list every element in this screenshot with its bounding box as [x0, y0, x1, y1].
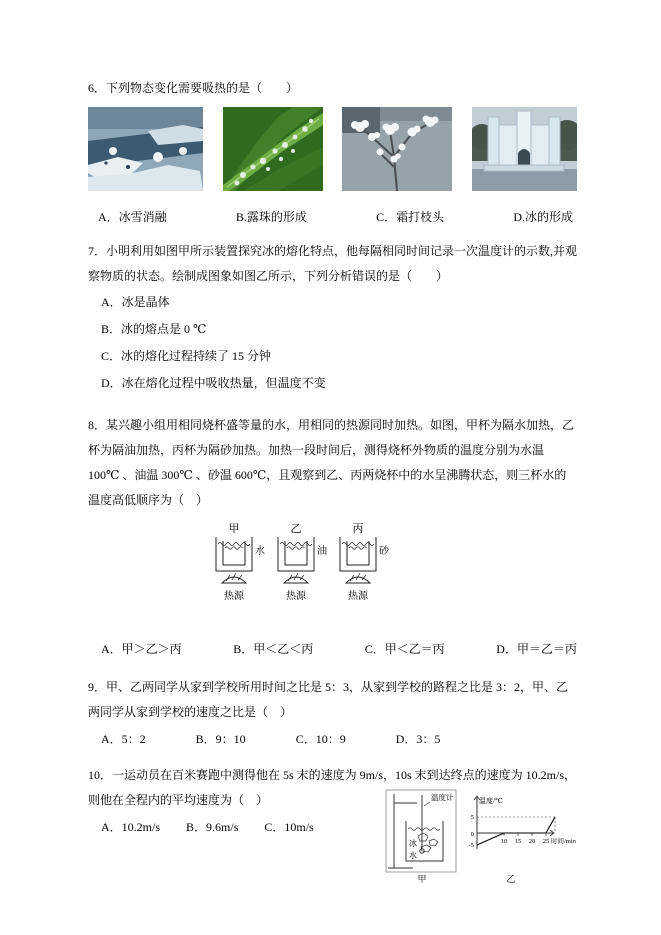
question-7-options — [88, 289, 577, 397]
graph-y-axis-label: 温度/℃ — [479, 797, 503, 805]
question-10 — [88, 763, 577, 884]
q6-caption-c: C．霜打枝头 — [376, 210, 445, 224]
beaker-yi-substance-label: 油 — [317, 546, 327, 557]
question-7-stem: 7．小明利用如图甲所示装置探究冰的熔化特点，他每隔相同时间记录一次温度计的示数,并观察物质的状态。绘制成图象如图乙所示，下列分析错误的是（ ） — [88, 244, 578, 283]
graph-y-tick-5: 5 — [470, 814, 474, 821]
q10-option-b: B．9.6m/s — [186, 820, 239, 834]
graph-x-tick-15: 15 — [514, 838, 522, 845]
q7-option-a: A．冰是晶体 — [101, 295, 170, 309]
question-9-options — [88, 725, 577, 753]
beaker-yi-heat-source-label: 热源 — [286, 591, 306, 602]
question-6-captions — [88, 209, 577, 225]
apparatus-jia-label: 甲 — [417, 874, 427, 884]
q10-option-c: C．10m/s — [264, 820, 314, 834]
beaker-bing-heat-source-label: 热源 — [348, 591, 368, 602]
graph-y-tick-neg5: -5 — [468, 842, 474, 849]
q6-caption-a: A．冰雪消融 — [98, 210, 167, 224]
graph-x-axis-label: 时间/min — [551, 838, 576, 845]
question-10-stem: 10．一运动员在百米赛跑中测得他在 5s 末的速度为 9m/s，10s 末到达终点的速度为 10.2m/s，则他在全程内的平均速度为（ ） — [88, 768, 577, 807]
q9-option-b: B．9：10 — [195, 732, 246, 746]
q7-option-b: B．冰的熔点是 0 ℃ — [101, 322, 207, 336]
q9-option-d: D．3：5 — [395, 732, 441, 746]
ice-melting-figure — [385, 789, 577, 885]
beaker-jia-label: 甲 — [228, 523, 240, 535]
q9-option-a: A．5：2 — [101, 732, 146, 746]
graph-yi-label: 乙 — [506, 874, 516, 884]
q8-option-b: B．甲＜乙＜丙 — [233, 642, 314, 656]
three-beakers-diagram — [204, 521, 577, 605]
q8-option-d: D．甲＝乙＝丙 — [496, 642, 577, 656]
q6-caption-b: B.露珠的形成 — [235, 210, 307, 224]
beaker-jia-substance-label: 水 — [255, 546, 265, 557]
q8-option-a: A．甲＞乙＞丙 — [101, 642, 182, 656]
beaker-bing-substance-label: 砂 — [379, 546, 389, 557]
question-9-stem: 9．甲、乙两同学从家到学校所用时间之比是 5：3，从家到学校的路程之比是 3：2，甲、乙两同学从家到学校的速度之比是（ ） — [88, 680, 569, 719]
q10-option-a: A．10.2m/s — [101, 820, 161, 834]
graph-x-tick-25: 25 — [542, 838, 550, 845]
question-6 — [88, 76, 577, 225]
q8-option-c: C．甲＜乙＝丙 — [364, 642, 445, 656]
frost-on-branch-photo — [342, 107, 452, 191]
graph-x-tick-10: 10 — [500, 838, 508, 845]
ice-sculpture-photo — [472, 107, 577, 191]
beaker-jia-heat-source-label: 热源 — [224, 591, 244, 602]
q9-option-c: C．10：9 — [295, 732, 346, 746]
q7-option-d: D．冰在熔化过程中吸收热量，但温度不变 — [101, 376, 326, 390]
question-6-image-row — [88, 107, 577, 191]
dew-on-leaf-photo — [223, 107, 323, 191]
beaker-bing-label: 丙 — [352, 523, 364, 535]
thermometer-label: 温度计 — [431, 793, 454, 802]
ice-label: 冰 — [409, 839, 417, 848]
question-6-stem: 6．下列物态变化需要吸热的是（ ） — [88, 81, 299, 95]
beaker-yi-label: 乙 — [290, 523, 302, 535]
water-label: 水 — [409, 851, 417, 860]
melting-snow-ice-photo — [88, 107, 203, 191]
question-8-options — [88, 635, 577, 663]
question-8 — [88, 413, 577, 663]
q6-caption-d: D.冰的形成 — [513, 210, 573, 224]
question-7 — [88, 239, 577, 397]
graph-y-tick-0: 0 — [470, 831, 474, 838]
question-8-stem: 8．某兴趣小组用相同烧杯盛等量的水，用相同的热源同时加热。如图，甲杯为隔水加热，乙杯为隔油加热，丙杯为隔砂加热。加热一段时间后，测得烧杯外物质的温度分别为水温 100℃ 、油温 300℃ 、砂温 600℃，且观察到乙、丙两烧杯中的水呈沸腾状态，则三杯水的温度高低顺序为（ ） — [88, 418, 575, 507]
q7-option-c: C．冰的熔化过程持续了 15 分钟 — [101, 349, 272, 363]
question-9 — [88, 675, 577, 753]
graph-x-tick-20: 20 — [528, 838, 536, 845]
